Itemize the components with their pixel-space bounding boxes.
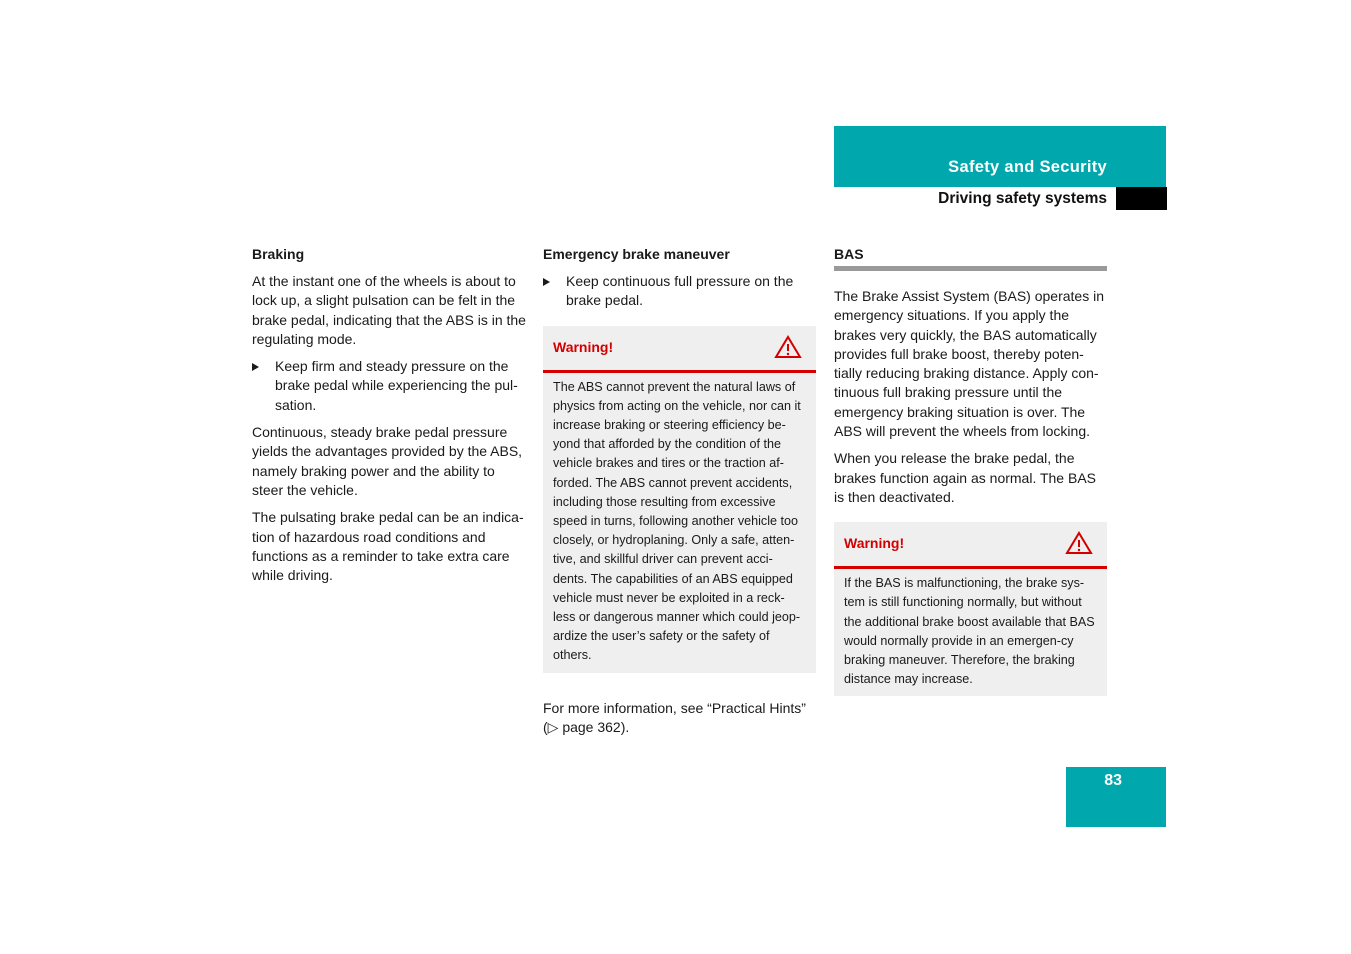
heading-emergency-brake: Emergency brake maneuver: [543, 246, 730, 262]
reference-paragraph: For more information, see “Practical Hints” (▷ page 362).: [543, 699, 806, 735]
column-bas: [834, 245, 1107, 696]
paragraph: Continuous, steady brake pedal pressure yields the advantages provided by the ABS, namely braking power and the ability to steer the vehicle.: [252, 424, 523, 498]
instruction-text: Keep firm and steady pressure on the brake pedal while experiencing the pul-sation.: [275, 358, 518, 413]
page-number: 83: [1104, 772, 1122, 789]
paragraph: When you release the brake pedal, the brakes function again as normal. The BAS is then deactivated.: [834, 450, 1097, 505]
bullet-triangle-icon: [543, 278, 550, 286]
warning-text: The ABS cannot prevent the natural laws of physics from acting on the vehicle, nor can it increase braking or steering efficiency be-yond that afforded by the condition of the vehicle brakes and tires or the traction af-forded. The ABS cannot prevent accidents, including those resulting from excessive speed in turns, following another vehicle too closely, or hydroplaning. Only a safe, atten-tive, and skillful driver can prevent acci-dents. The capabilities of an ABS equipped vehicle must never be exploited in a reck-less or dangerous manner which could jeop-ardize the user’s safety or the safety of others.: [553, 379, 801, 663]
warning-triangle-icon: [1065, 531, 1093, 555]
warning-box-abs: [543, 326, 816, 673]
paragraph: At the instant one of the wheels is about to lock up, a slight pulsation can be felt in the brake pedal, indicating that the ABS is in the regulating mode.: [252, 273, 526, 347]
section-marker: [1116, 187, 1167, 210]
column-braking: [252, 245, 526, 593]
warning-text: If the BAS is malfunctioning, the brake sys-tem is still functioning normally, but without the additional brake boost available that BAS would normally provide in an emergen-cy braking maneuver. Therefore, the braking distance may increase.: [844, 576, 1095, 687]
instruction-text: Keep continuous full pressure on the brake pedal.: [566, 273, 794, 309]
paragraph: The pulsating brake pedal can be an indica-tion of hazardous road conditions and functions as a reminder to take extra care while driving.: [252, 509, 524, 584]
section-title: Driving safety systems: [938, 190, 1107, 207]
instruction-item: [543, 272, 816, 311]
warning-label: Warning!: [844, 535, 905, 552]
paragraph: The Brake Assist System (BAS) operates in emergency situations. If you apply the brakes very quickly, the BAS automatically provides full brake boost, thereby poten-tially reducing braking distance. Apply con-tinuous full braking pressure until the emergency braking situation is over. The ABS will prevent the wheels from locking.: [834, 288, 1104, 440]
heading-bas: BAS: [834, 245, 1107, 271]
warning-box-bas: [834, 522, 1107, 696]
header-band: [834, 126, 1166, 187]
heading-braking: Braking: [252, 246, 305, 262]
warning-header: [543, 326, 816, 373]
warning-triangle-icon: [774, 335, 802, 359]
chapter-title: Safety and Security: [948, 158, 1107, 176]
warning-header: [834, 522, 1107, 569]
column-emergency-brake: [543, 245, 816, 745]
instruction-item: [252, 357, 526, 415]
bullet-triangle-icon: [252, 363, 259, 371]
warning-label: Warning!: [553, 338, 614, 355]
